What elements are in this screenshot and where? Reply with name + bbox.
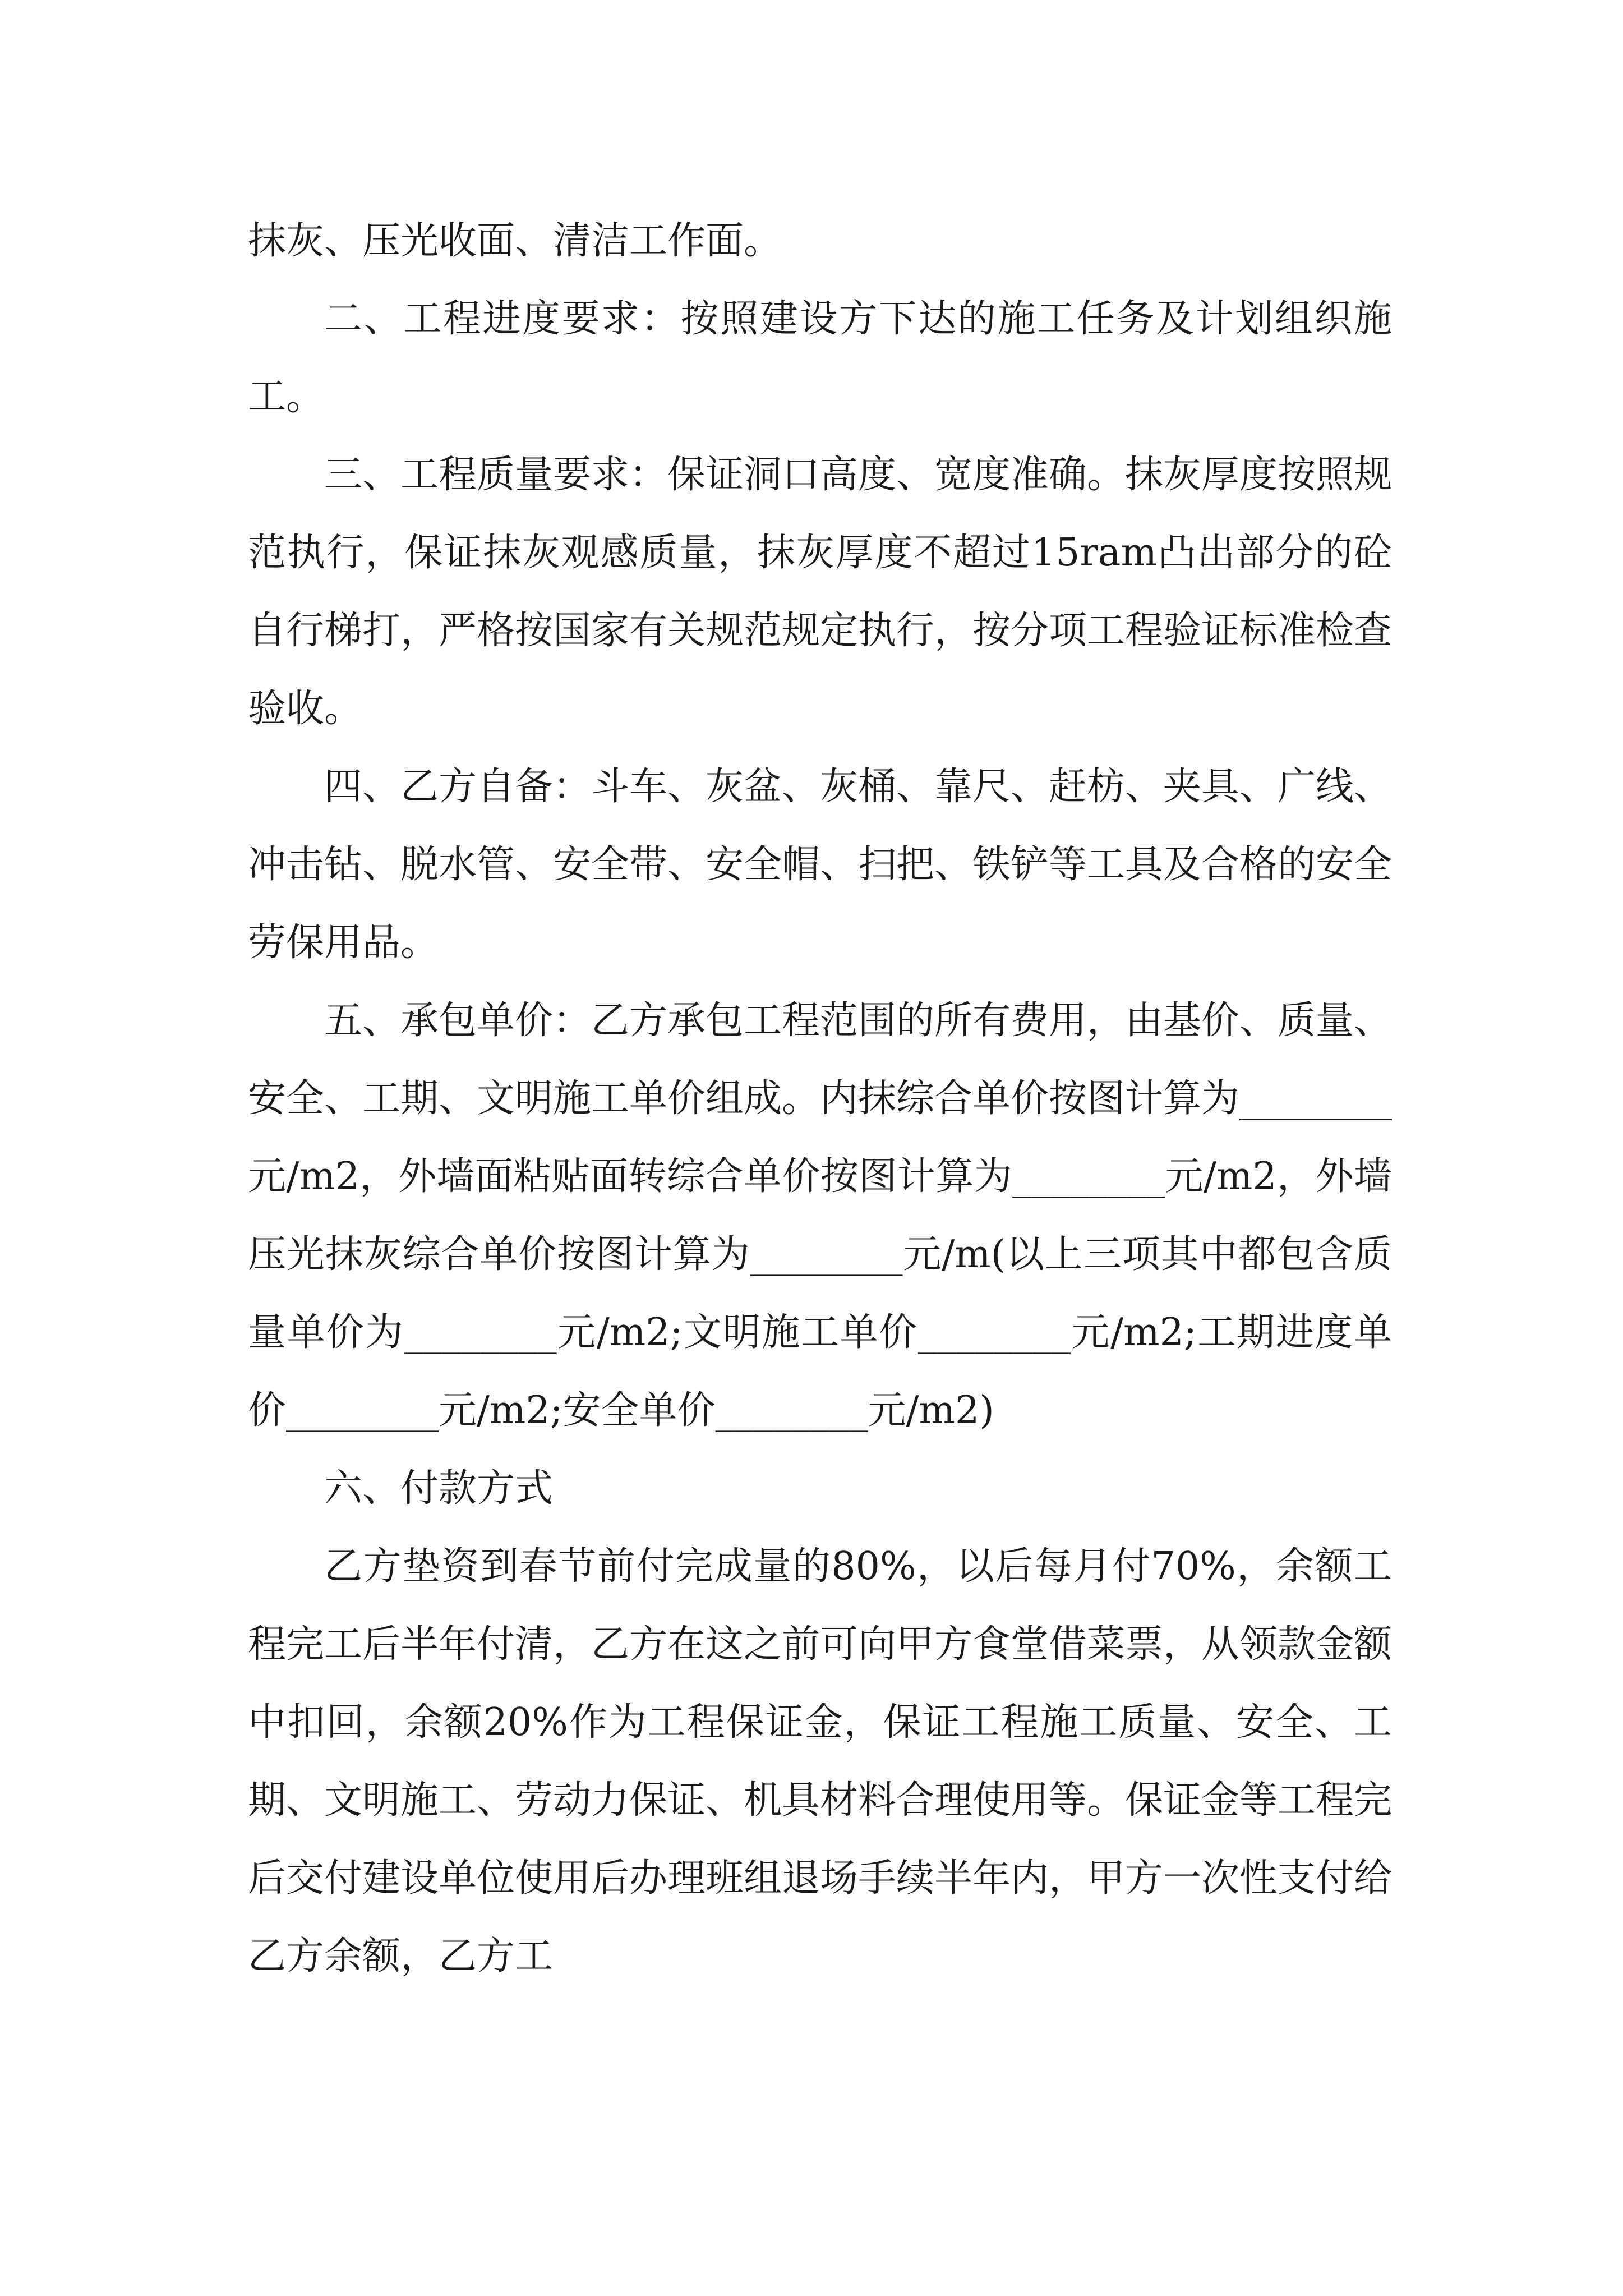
paragraph-payment-body: 乙方垫资到春节前付完成量的80%，以后每月付70%，余额工程完工后半年付清，乙方在这之前可向甲方食堂借菜票，从领款金额中扣回，余额20%作为工程保证金，保证工程施工质量、安全、工期、文明施工、劳动力保证、机具材料合理使用等。保证金等工程完后交付建设单位使用后办理班组退场手续半年内，甲方一次性支付给乙方余额，乙方工 [248,1544,1393,1978]
paragraph-unit-price: 五、承包单价：乙方承包工程范围的所有费用，由基价、质量、安全、工期、文明施工单价组成。内抹综合单价按图计算为________元/m2，外墙面粘贴面转综合单价按图计算为________元/m2，外墙压光抹灰综合单价按图计算为________元/m(以上三项其中都包含质量单价为________元/m2;文明施工单价________元/m2;工期进度单价________元/m2;安全单价________元/m2) [248,999,1393,1433]
paragraph-payment-heading: 六、付款方式 [324,1466,554,1511]
paragraph-quality-requirement: 三、工程质量要求：保证洞口高度、宽度准确。抹灰厚度按照规范执行，保证抹灰观感质量，抹灰厚度不超过15ram凸出部分的砼自行梯打，严格按国家有关规范规定执行，按分项工程验证标准检查验收。 [248,453,1393,731]
paragraph-progress-requirement: 二、工程进度要求：按照建设方下达的施工任务及计划组织施工。 [248,297,1392,419]
paragraph-continuation: 抹灰、压光收面、清洁工作面。 [248,219,782,263]
paragraph-self-provided-tools: 四、乙方自备：斗车、灰盆、灰桶、靠尺、赶枋、夹具、广线、冲击钻、脱水管、安全带、安全帽、扫把、铁铲等工具及合格的安全劳保用品。 [248,765,1393,965]
document-body [248,202,1392,1995]
